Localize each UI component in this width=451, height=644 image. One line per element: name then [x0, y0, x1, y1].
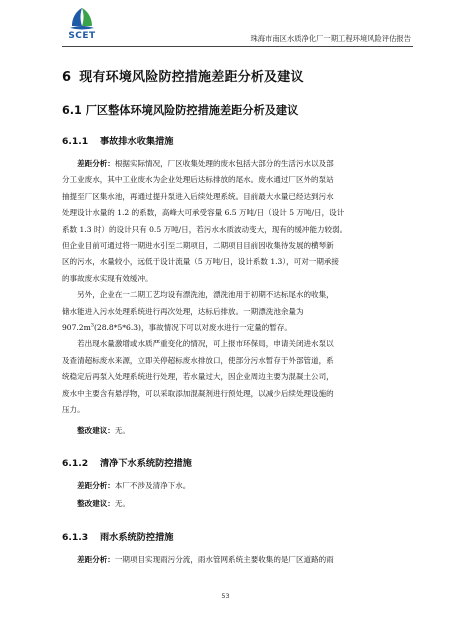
para-line: 及查清超标废水来源，立即关停超标废水排放口，使部分污水暂存于外部管道，系 [62, 355, 334, 365]
scet-logo-icon [68, 6, 96, 32]
para-line: 处理设计水量的 1.2 的系数，高峰大可承受容量 6.5 万吨/日（设计 5 万吨/日，设计 [62, 208, 345, 218]
subsection-number: 6.1.2 [62, 457, 89, 469]
para-line: 分工业废水，其中工业废水为企业处理后达标排放的尾水。废水通过厂区外的泵站 [62, 175, 334, 185]
volume-value: 907.2m [62, 323, 91, 333]
para-line: 的事故废水实现有效缓冲。 [62, 273, 153, 283]
paragraph-gap-analysis [62, 156, 412, 287]
gap-analysis-text: 本厂不涉及清净下水。 [114, 480, 191, 490]
para-line: 废水中主要含有悬浮物，可以采取添加混凝剂进行预处理，以减少后续处理设施的 [62, 388, 334, 398]
rectification-label: 整改建议： [77, 499, 115, 509]
subsection-heading-6-1-1 [62, 133, 412, 147]
scet-logo [62, 6, 102, 46]
chapter-number: 6 [62, 70, 72, 85]
gap-analysis-label: 差距分析： [77, 480, 115, 490]
gap-analysis-6-1-3 [62, 552, 412, 568]
page-number: 53 [221, 592, 230, 600]
para-line: 统稳定后再泵入处理系统进行处理，若水量过大，因企业周边主要为混凝土公司， [62, 372, 334, 382]
rectification-text: 无。 [114, 425, 130, 435]
header-divider [62, 46, 413, 47]
para-line: 压力。 [62, 405, 85, 415]
para-line: 若出现水量激增或水质严重变化的情况，可上报市环保局，申请关闭进水泵以 [77, 339, 334, 349]
rectification-text: 无。 [114, 499, 130, 509]
subsection-number: 6.1.3 [62, 531, 89, 543]
gap-analysis-6-1-2 [62, 478, 412, 494]
text-line: (28.8*5*6.3)，事故情况下可以对废水进行一定量的暂存。 [93, 323, 292, 333]
para-line: 区的污水，水量较小，远低于设计流量（5 万吨/日，设计系数 1.3），可对一期承接 [62, 257, 339, 267]
para-line: 抽提至厂区集水池，再通过提升泵进入后续处理系统。目前最大水量已经达到污水 [62, 191, 334, 201]
section-heading: 6.1 厂区整体环境风险防控措施差距分析及建议 [62, 104, 299, 117]
gap-analysis-label: 差距分析： [77, 554, 115, 564]
rectification-6-1-2 [62, 496, 412, 512]
page-header [0, 0, 451, 48]
rectification-label: 整改建议： [77, 425, 115, 435]
para-line: 系数 1.3 时）的设计只有 0.5 万吨/日，若污水水质波动变大，现有的缓冲能力较弱。 [62, 224, 348, 234]
gap-analysis-text: 一期项目实现雨污分流，雨水管网系统主要收集的是厂区道路的雨 [114, 554, 334, 564]
para-line: 储水能进入污水处理系统进行再次处理，达标后排放。一期漂洗池余量为 [62, 306, 304, 316]
para-line [62, 156, 412, 172]
subsection-title: 清净下水系统防控措施 [100, 457, 192, 469]
chapter-heading [62, 66, 412, 85]
cubic-superscript: 3 [90, 322, 94, 329]
chapter-title: 现有环境风险防控措施差距分析及建议 [79, 70, 304, 85]
subsection-heading-6-1-2 [62, 455, 412, 469]
subsection-number: 6.1.1 [62, 136, 89, 147]
para-line: 但企业目前可通过将一期进水引至二期项目，二期项目目前因收集待发展的横琴新 [62, 241, 334, 251]
subsection-title: 雨水系统防控措施 [100, 531, 174, 543]
para-line [62, 320, 412, 336]
paragraph-rinse-pool [62, 287, 412, 336]
paragraph-emergency [62, 336, 412, 418]
logo-text: SCET [68, 31, 96, 41]
subsection-title: 事故排水收集措施 [100, 136, 174, 147]
para-line: 另外，企业在一二期工艺均设有漂洗池，漂洗池用于初期不达标尾水的收集， [77, 290, 334, 300]
page-body [62, 60, 412, 568]
gap-analysis-label: 差距分析： [77, 159, 115, 168]
subsection-heading-6-1-3 [62, 529, 412, 543]
text-line: 根据实际情况，厂区收集处理的废水包括大部分的生活污水以及部 [114, 159, 334, 168]
header-title: 珠海市南区水质净化厂一期工程环境风险评估报告 [250, 34, 411, 43]
rectification-suggestion [62, 423, 412, 439]
